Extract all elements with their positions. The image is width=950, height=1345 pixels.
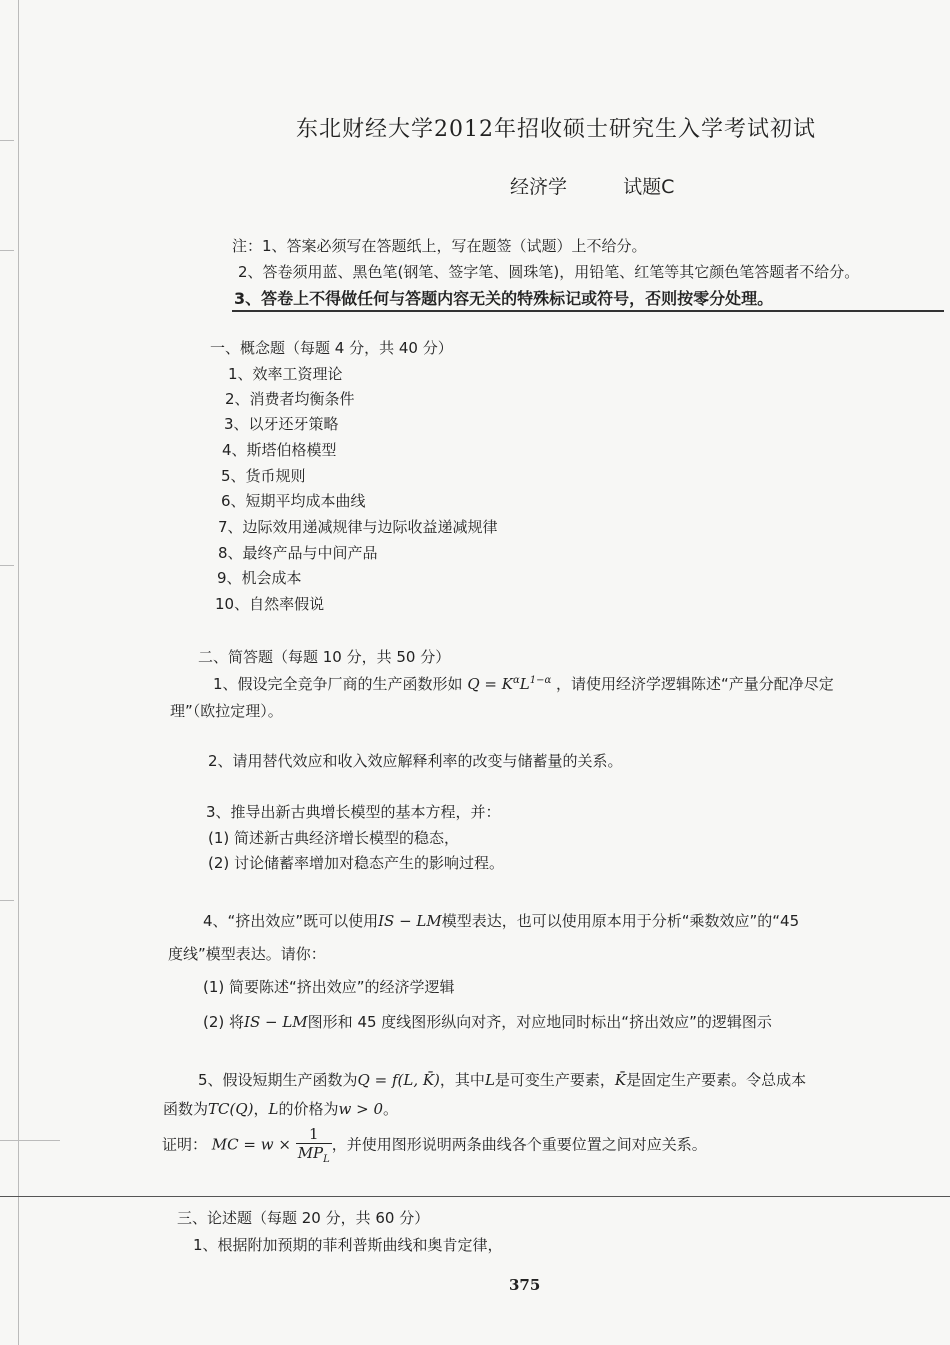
q2-4-text-post: 模型表达，也可以使用原本用于分析“乘数效应”的“45: [441, 912, 800, 930]
formula-exp: 1−α: [529, 675, 552, 686]
proof-label: 证明：: [162, 1135, 208, 1154]
formula-prod-func: Q = f(L, K̄): [357, 1071, 440, 1089]
scan-mark: [0, 1140, 60, 1141]
formula-q: Q: [467, 675, 480, 693]
list-item: 7、边际效用递减规律与边际收益递减规律: [218, 518, 498, 536]
q2-5-l2-mid2: 的价格为: [278, 1100, 339, 1118]
formula-l: L: [519, 675, 530, 693]
list-item: 5、货币规则: [221, 467, 306, 485]
scan-mark: [0, 250, 14, 251]
paper-code: 试题C: [623, 176, 675, 198]
list-item: 6、短期平均成本曲线: [221, 492, 366, 510]
q2-5-text: 5、假设短期生产函数为: [198, 1071, 358, 1089]
q2-5-line2: [163, 1098, 398, 1119]
list-item: 9、机会成本: [217, 569, 302, 587]
q2-1-text: 1、假设完全竞争厂商的生产函数形如: [213, 675, 463, 693]
scan-margin-line: [18, 0, 19, 1345]
list-item: 10、自然率假说: [215, 595, 325, 613]
formula-kbar: K̄: [614, 1071, 627, 1089]
q2-4-sub2-pre: (2) 将: [203, 1013, 245, 1031]
note-3: 3、答卷上不得做任何与答题内容无关的特殊标记或符号，否则按零分处理。: [234, 289, 774, 308]
q2-2: 2、请用替代效应和收入效应解释利率的改变与储蓄量的关系。: [208, 752, 623, 770]
fraction-numerator: 1: [296, 1125, 332, 1144]
fraction-denominator: $MP_L$: [297, 1144, 330, 1165]
q2-5-proof: [162, 1125, 707, 1165]
formula-islm: IS − LM: [378, 912, 442, 930]
formula-l-var: L: [484, 1071, 495, 1089]
q2-3-sub1: (1) 简述新古典经济增长模型的稳态，: [208, 829, 460, 847]
page-number: 375: [509, 1276, 541, 1294]
q2-4-sub2: [203, 1011, 772, 1032]
section-divider: [0, 1196, 950, 1197]
subject-name: 经济学: [510, 176, 568, 198]
scan-mark: [0, 900, 14, 901]
q2-3-line1: 3、推导出新古典增长模型的基本方程，并：: [206, 803, 501, 821]
q2-5-mid: ，其中: [439, 1071, 485, 1089]
scan-mark: [0, 565, 14, 566]
notes-divider: [232, 310, 944, 312]
proof-text: ，并使用图形说明两条曲线各个重要位置之间对应关系。: [331, 1135, 707, 1154]
section2-heading: 二、简答题（每题 10 分，共 50 分）: [198, 648, 451, 666]
note-1: 注：1、答案必须写在答题纸上，写在题签（试题）上不给分。: [232, 237, 647, 255]
q3-1: 1、根据附加预期的菲利普斯曲线和奥肯定律，: [193, 1236, 503, 1254]
list-item: 8、最终产品与中间产品: [218, 544, 378, 562]
section3-heading: 三、论述题（每题 20 分，共 60 分）: [177, 1209, 430, 1227]
formula-eq: =: [479, 675, 502, 693]
formula-l-price: L: [268, 1100, 279, 1118]
q2-5-line1: [198, 1069, 806, 1090]
q2-5-mid2: 是可变生产要素，: [494, 1071, 615, 1089]
formula-islm-2: IS − LM: [244, 1013, 308, 1031]
scan-mark: [0, 140, 14, 141]
formula-w: w > 0: [338, 1100, 383, 1118]
list-item: 3、以牙还牙策略: [224, 415, 339, 433]
exam-subject: [510, 172, 674, 199]
formula-tc: TC(Q): [208, 1100, 254, 1118]
q2-5-l2-mid: ，: [253, 1100, 269, 1118]
q2-4-line2: 度线”模型表达。请你：: [168, 945, 326, 963]
q2-1-line1: [213, 673, 834, 694]
q2-4-sub1: (1) 简要陈述“挤出效应”的经济学逻辑: [203, 978, 455, 996]
list-item: 2、消费者均衡条件: [225, 390, 355, 408]
q2-5-l2-pre: 函数为: [163, 1100, 209, 1118]
note-2: 2、答卷须用蓝、黑色笔(钢笔、签字笔、圆珠笔)，用铅笔、红笔等其它颜色笔答题者不给分。: [238, 263, 860, 281]
formula-alpha: α: [512, 675, 520, 686]
section1-heading: 一、概念题（每题 4 分，共 40 分）: [210, 339, 453, 357]
exam-title: 东北财经大学2012年招收硕士研究生入学考试初试: [296, 117, 816, 142]
q2-5-post: 是固定生产要素。令总成本: [626, 1071, 807, 1089]
list-item: 4、斯塔伯格模型: [222, 441, 337, 459]
q2-5-l2-post: 。: [383, 1100, 399, 1118]
formula-fraction: [296, 1125, 332, 1165]
q2-1-text-post: ，请使用经济学逻辑陈述“产量分配净尽定: [555, 675, 834, 693]
q2-4-text: 4、“挤出效应”既可以使用: [203, 912, 379, 930]
q2-3-sub2: (2) 讨论储蓄率增加对稳态产生的影响过程。: [208, 854, 505, 872]
formula-mc: MC = w ×: [211, 1135, 291, 1154]
q2-4-sub2-post: 图形和 45 度线图形纵向对齐，对应地同时标出“挤出效应”的逻辑图示: [307, 1013, 772, 1031]
q2-4-line1: [203, 910, 799, 931]
q2-1-line2: 理”（欧拉定理）。: [170, 702, 283, 720]
formula-k: K: [501, 675, 513, 693]
list-item: 1、效率工资理论: [228, 365, 343, 383]
